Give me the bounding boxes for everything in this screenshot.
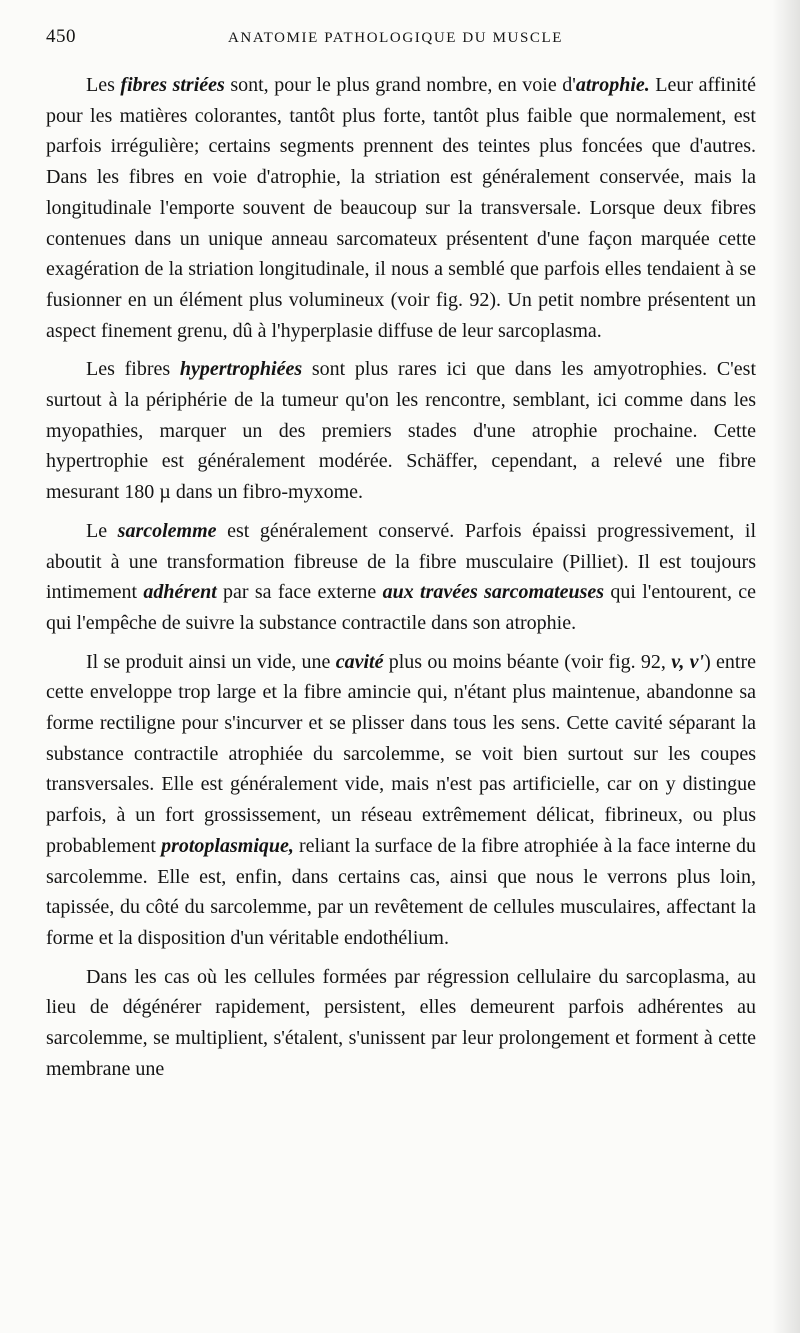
emphasis-hypertrophiees: hypertrophiées xyxy=(179,358,303,381)
emphasis-atrophie: atrophie. xyxy=(575,74,650,96)
paragraph-cavite: Il se produit ainsi un vide, une cavité plus ou moins béante (voir fig. 92, v, v') entre cette enveloppe trop large et la fibre amincie qui, n'étant plus maintenue, abandonne sa forme rectiligne pour s'incurver et se plisser dans tous les sens. Cette cavité séparant la substance contractile atrophiée du sarcolemme, se voit bien surtout sur les coupes transversales. Elle est généralement vide, mais n'est pas artificielle, car on y distingue parfois, à un fort grossissement, un réseau extrêmement délicat, fibrineux, ou plus probablement protoplasmique, reliant la surface de la fibre atrophiée à la face interne du sarcolemme. Elle est, enfin, dans certains cas, ainsi que nous le verrons plus loin, tapissée, du côté du sarcolemme, par un revêtement de cellules musculaires, affectant la forme et la disposition d'un véritable endothélium. xyxy=(46,650,756,949)
paragraph-cellules: Dans les cas où les cellules formées par régression cellulaire du sarcoplasma, au lieu de dégénérer rapidement, persistent, elles demeurent parfois adhérentes au sarcolemme, se multiplient, s'étalent, s'unissent par leur prolongement et forment à cette membrane une xyxy=(46,965,756,1080)
page-number: 450 xyxy=(46,26,76,47)
emphasis-adherent: adhérent xyxy=(143,581,217,604)
page-gutter-shadow xyxy=(772,0,800,1333)
body-text xyxy=(46,70,756,1085)
emphasis-travees: aux travées sarcomateuses xyxy=(382,581,605,604)
paragraph-fibres-striees: Les fibres striées sont, pour le plus grand nombre, en voie d'atrophie. Leur affinité pour les matières colorantes, tantôt plus forte, tantôt plus faible que normalement, est parfois irrégulière; certains segments prennent des teintes plus foncées que d'autres. Dans les fibres en voie d'atrophie, la striation est généralement conservée, mais la longitudinale l'emporte souvent de beaucoup sur la transversale. Lorsque deux fibres contenues dans un unique anneau sarcomateux présentent d'une façon marquée cette exagération de la striation longitudinale, il nous a semblé que parfois elles tendaient à se fusionner en un élément plus volumineux (voir fig. 92). Un petit nombre présentent un aspect finement grenu, dû à l'hyperplasie diffuse de leur sarcoplasma. xyxy=(46,74,756,342)
emphasis-fibres-striees: fibres striées xyxy=(120,74,225,96)
emphasis-v-v-prime: v, v' xyxy=(671,650,705,673)
emphasis-sarcolemme: sarcolemme xyxy=(117,519,217,542)
paragraph-sarcolemme: Le sarcolemme est généralement conservé. Parfois épaissi progressivement, il aboutit à une transformation fibreuse de la fibre musculaire (Pilliet). Il est toujours intimement adhérent par sa face externe aux travées sarcomateuses qui l'entourent, ce qui l'empêche de suivre la substance contractile dans son atrophie. xyxy=(46,519,756,634)
emphasis-protoplasmique: protoplasmique, xyxy=(161,834,294,857)
running-head xyxy=(46,26,756,56)
emphasis-cavite: cavité xyxy=(335,650,384,673)
paragraph-fibres-hypertrophiees: Les fibres hypertrophiées sont plus rares ici que dans les amyotrophies. C'est surtout à la périphérie de la tumeur qu'on les rencontre, semblant, ici comme dans les myopathies, marquer un des premiers stades d'une atrophie prochaine. Cette hypertrophie est généralement modérée. Schäffer, cependant, a relevé une fibre mesurant 180 µ dans un fibro-myxome. xyxy=(46,358,757,504)
running-title: ANATOMIE PATHOLOGIQUE DU MUSCLE xyxy=(228,30,564,46)
